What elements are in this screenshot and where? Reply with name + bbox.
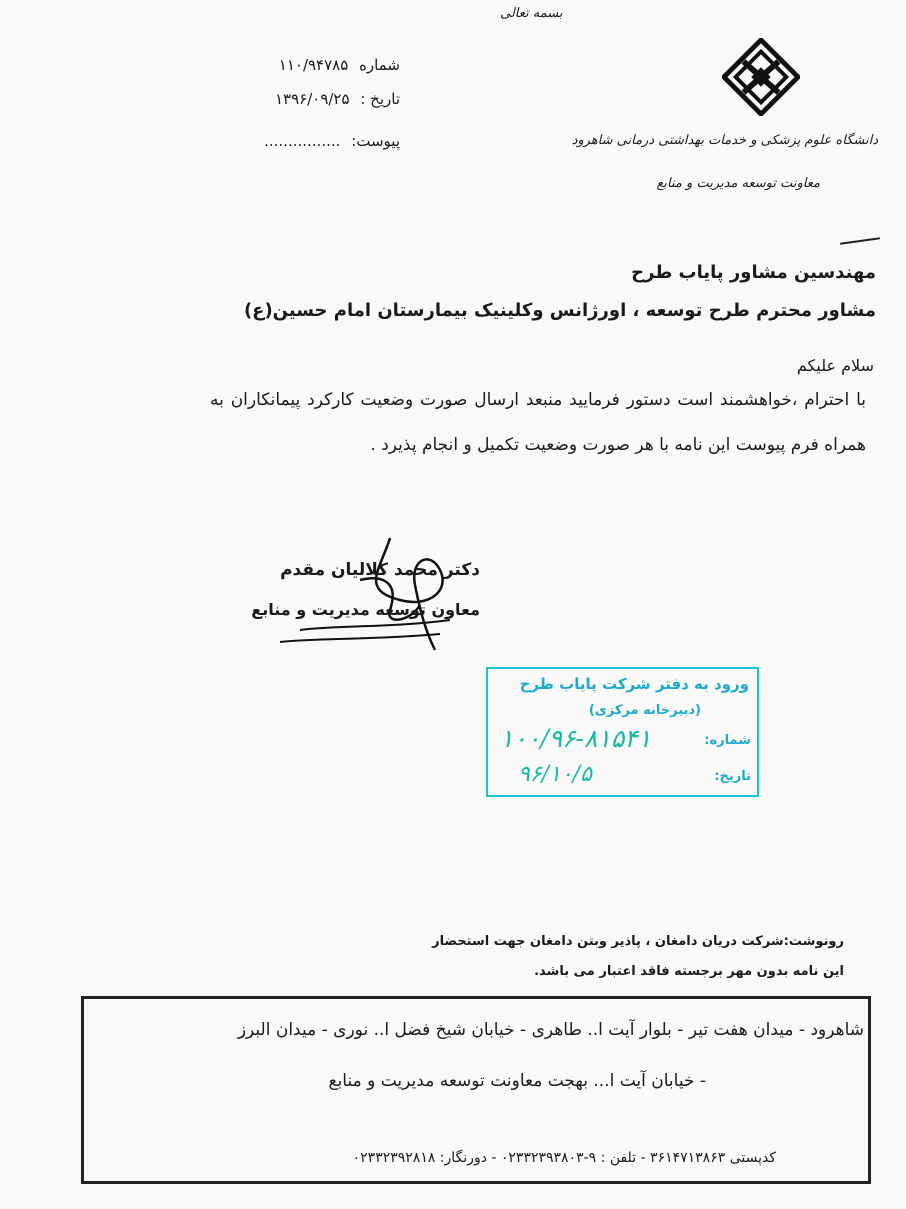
- handwritten-signature: [240, 530, 480, 660]
- cc-line: رونوشت:شرکت دریان دامغان ، پاذیر وبتن دامغان جهت استحضار: [432, 934, 844, 949]
- footer-address-line2: - خیابان آیت ا... بهجت معاونت توسعه مدیریت و منابع: [328, 1071, 706, 1091]
- stamp-number-label: شماره:: [704, 733, 751, 748]
- basmala: بسمه تعالی: [500, 6, 563, 21]
- university-name: دانشگاه علوم پزشکی و خدمات بهداشتی درمانی شاهرود: [571, 133, 878, 148]
- letter-number-value: ۱۱۰/۹۴۷۸۵: [278, 56, 349, 74]
- letter-attachment-value: ................: [264, 132, 341, 150]
- letter-date: [230, 90, 400, 108]
- greeting: سلام علیکم: [796, 356, 874, 375]
- stamp-date-label: تاریخ:: [714, 769, 751, 784]
- addressee-title: مشاور محترم طرح توسعه ، اورژانس وکلینیک بیمارستان امام حسین(ع): [243, 300, 876, 321]
- letter-attachment: [230, 132, 400, 150]
- stamp-date-value: ۹۶/۱۰/۵: [518, 762, 592, 787]
- letter-number-label: شماره: [359, 56, 400, 74]
- university-logo: [722, 38, 800, 116]
- letter-body: با احترام ،خواهشمند است دستور فرمایید منبعد ارسال صورت وضعیت کارکرد پیمانکاران به همراه فرم پیوست این نامه با هر صورت وضعیت تکمیل و انجام پذیرد .: [210, 390, 866, 455]
- letter-attachment-label: پیوست:: [351, 132, 400, 150]
- signatory-title: معاون توسعه مدیریت و منابع: [251, 600, 480, 619]
- letter-date-value: ۱۳۹۶/۰۹/۲۵: [274, 90, 350, 108]
- addressee-company: مهندسین مشاور پایاب طرح: [631, 262, 876, 283]
- stamp-title: ورود به دفتر شرکت پایاب طرح: [519, 675, 749, 693]
- reception-stamp: [486, 667, 759, 797]
- footer-contact: کدپستی ۳۶۱۴۷۱۳۸۶۳ - تلفن : ۹-۰۲۳۳۲۳۹۳۸۰۳ - دورنگار: ۰۲۳۳۲۳۹۲۸۱۸: [352, 1150, 776, 1166]
- letter-date-label: تاریخ :: [360, 90, 400, 108]
- department-name: معاونت توسعه مدیریت و منابع: [656, 176, 820, 191]
- stamp-number-value: ۱۰۰/۹۶-۸۱۵۴۱: [500, 724, 652, 753]
- letter-number: [230, 56, 400, 74]
- footer-address-line1: شاهرود - میدان هفت تیر - بلوار آیت ا.. طاهری - خیابان شیخ فضل ا.. نوری - میدان البرز: [237, 1020, 864, 1040]
- stamp-subtitle: (دبیرخانه مرکزی): [588, 703, 701, 718]
- signatory-name: دکتر محمد کلالیان مقدم: [280, 560, 480, 580]
- margin-mark: [840, 237, 880, 245]
- validity-notice: این نامه بدون مهر برجسته فاقد اعتبار می باشد.: [534, 964, 844, 979]
